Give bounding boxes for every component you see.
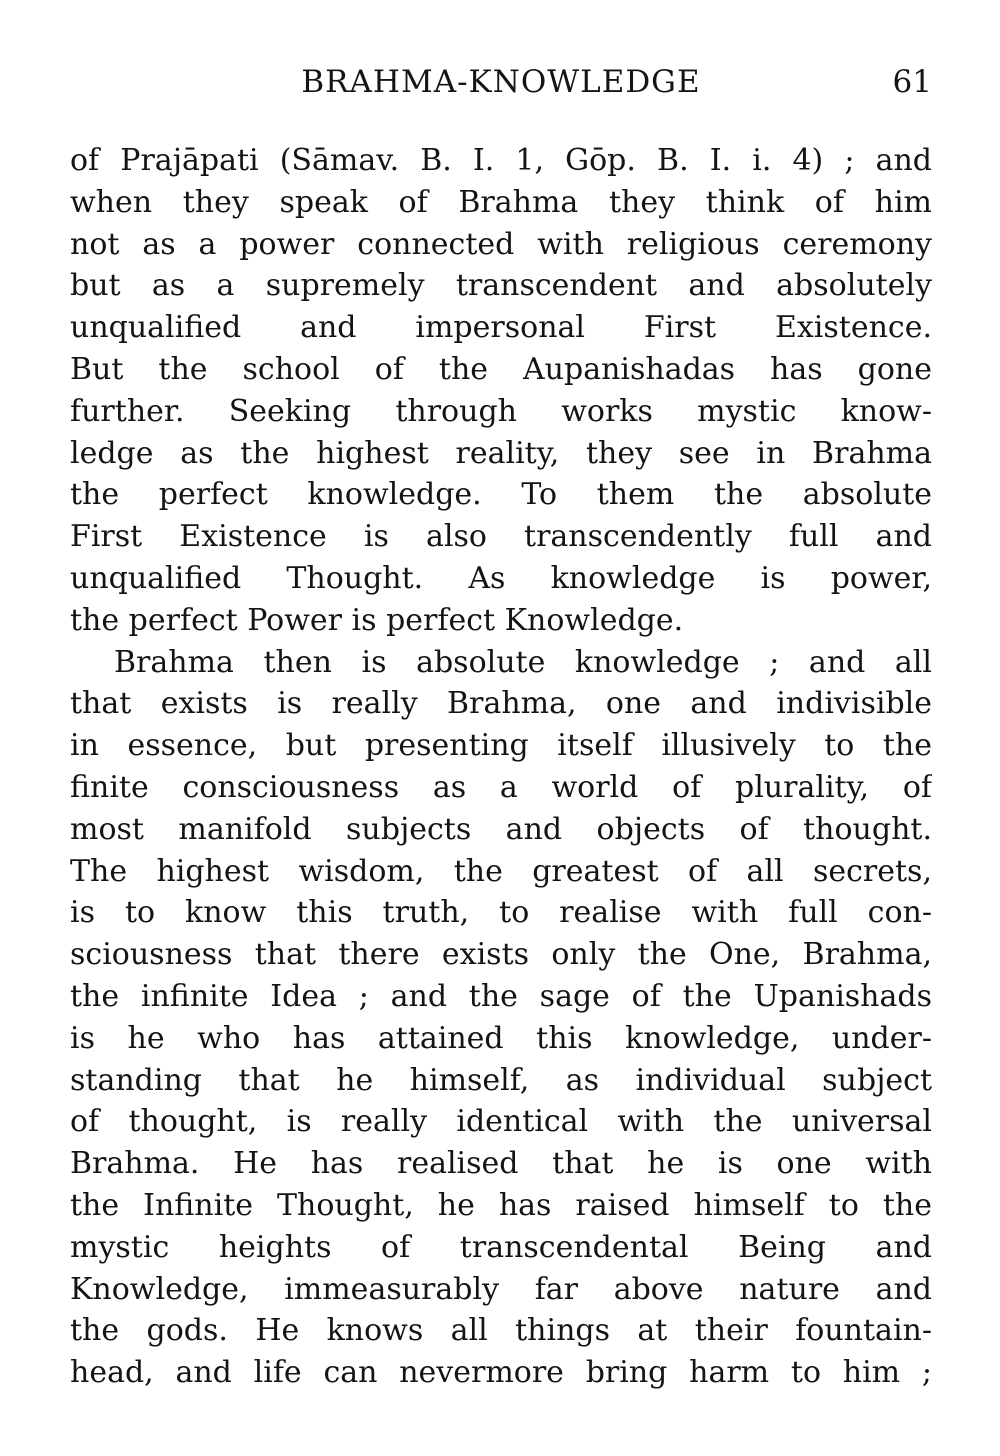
page-number: 61	[892, 64, 932, 100]
text-line: not as a power connected with religious ceremony	[70, 226, 932, 262]
text-line: Brahma then is absolute knowledge ; and all	[114, 644, 932, 680]
text-line: standing that he himself, as individual subject	[70, 1062, 932, 1098]
text-line: But the school of the Aupanishadas has gone	[70, 351, 932, 387]
text-line: mystic heights of transcendental Being and	[70, 1229, 932, 1265]
text-line: that exists is really Brahma, one and indivisible	[70, 686, 932, 722]
text-line: of Prajāpati (Sāmav. B. I. 1, Gōp. B. I. i. 4) ; and	[70, 143, 932, 178]
body-text	[70, 140, 932, 1394]
text-line: when they speak of Brahma they think of him	[70, 184, 932, 220]
text-line: The highest wisdom, the greatest of all secrets,	[70, 853, 932, 889]
text-line: unqualified Thought. As knowledge is power,	[70, 560, 932, 596]
text-line: Brahma. He has realised that he is one with	[70, 1146, 932, 1182]
text-line: but as a supremely transcendent and absolutely	[70, 268, 932, 304]
text-line: further. Seeking through works mystic know-	[70, 393, 932, 429]
text-line: the infinite Idea ; and the sage of the Upanishads	[70, 978, 932, 1014]
text-line: ledge as the highest reality, they see in Brahma	[70, 435, 932, 471]
text-line: sciousness that there exists only the One, Brahma,	[70, 937, 932, 973]
text-line: Knowledge, immeasurably far above nature and	[70, 1271, 932, 1307]
text-line: in essence, but presenting itself illusively to the	[70, 728, 932, 764]
running-title: BRAHMA-KNOWLEDGE	[301, 64, 701, 100]
text-line: is he who has attained this knowledge, under-	[70, 1020, 932, 1056]
text-line: unqualified and impersonal First Existence.	[70, 310, 932, 346]
text-line: of thought, is really identical with the universal	[70, 1104, 932, 1140]
text-line: finite consciousness as a world of plurality, of	[70, 769, 932, 805]
text-line: most manifold subjects and objects of thought.	[70, 811, 932, 847]
text-line: is to know this truth, to realise with full con-	[70, 895, 932, 931]
text-line: the Infinite Thought, he has raised himself to the	[70, 1187, 932, 1223]
text-line: the perfect knowledge. To them the absolute	[70, 477, 932, 513]
text-line: First Existence is also transcendently full and	[70, 519, 932, 555]
text-line: the perfect Power is perfect Knowledge.	[70, 602, 684, 638]
text-line: the gods. He knows all things at their fountain-	[70, 1313, 932, 1349]
text-line: head, and life can nevermore bring harm to him ;	[70, 1355, 932, 1391]
running-head	[70, 64, 932, 108]
